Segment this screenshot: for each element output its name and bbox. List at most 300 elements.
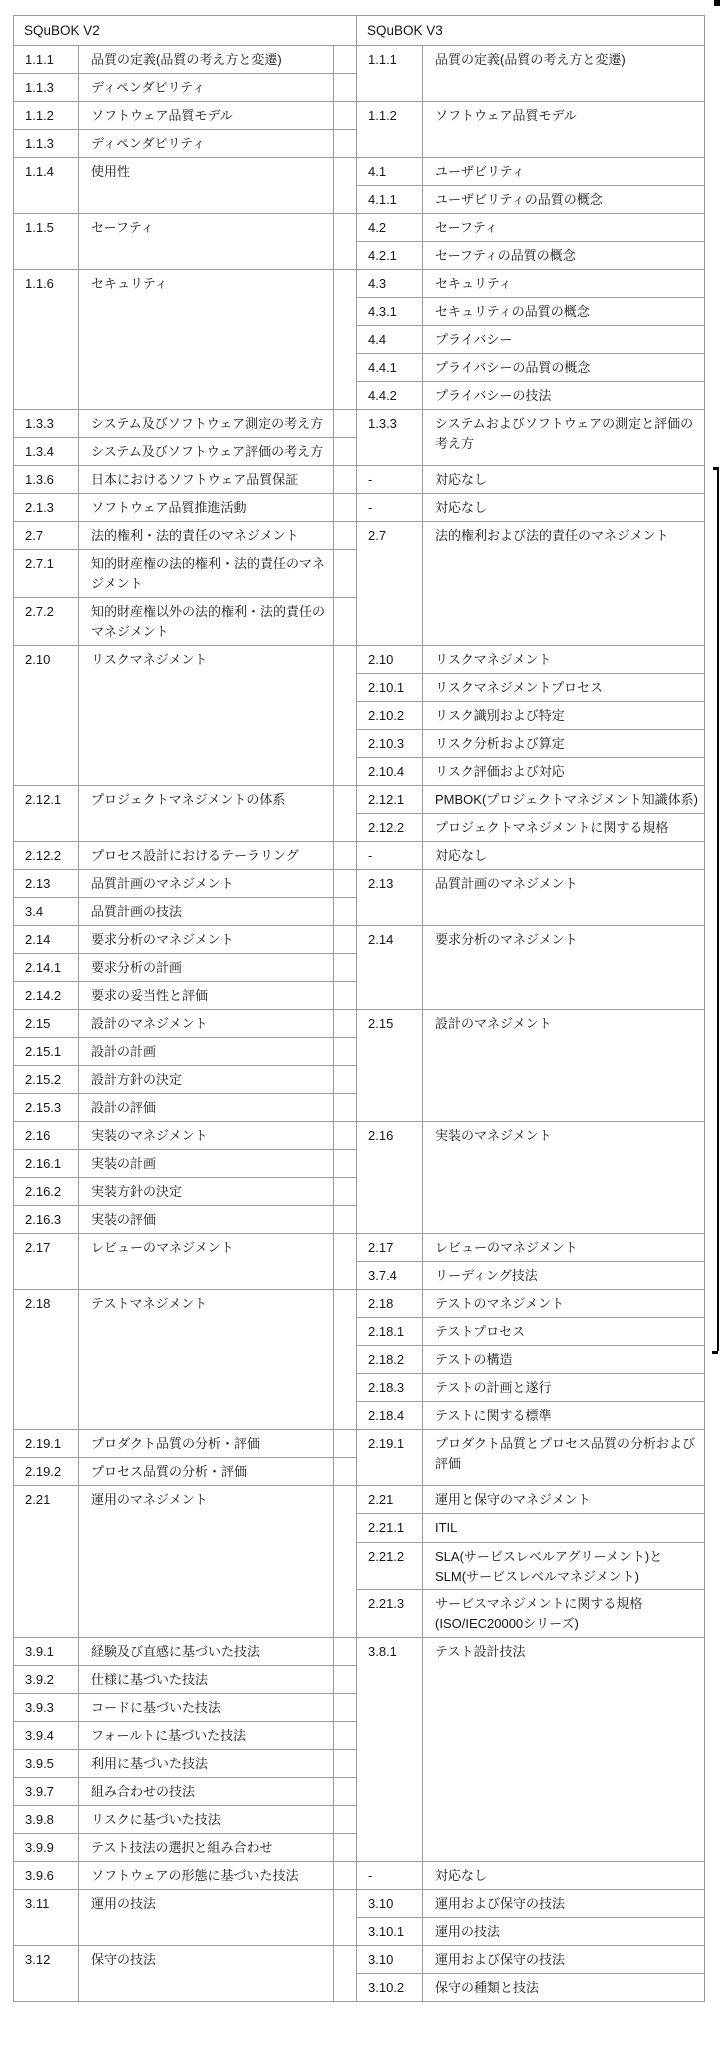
spacer-cell xyxy=(333,954,356,981)
v2-half xyxy=(14,646,357,785)
row-number-cell: 2.15 xyxy=(357,1010,423,1121)
row-number-cell: 3.9.5 xyxy=(14,1750,79,1777)
spacer-cell xyxy=(333,410,356,437)
table-row xyxy=(14,1862,356,1889)
mapping-block xyxy=(14,1009,704,1121)
table-row xyxy=(14,842,356,869)
row-number-cell: 2.15.2 xyxy=(14,1066,79,1093)
spacer-cell xyxy=(333,270,356,409)
row-number-cell: 2.12.2 xyxy=(14,842,79,869)
row-label-cell: 実装のマネジメント xyxy=(435,1128,552,1143)
v3-half xyxy=(357,1638,704,1861)
table-row xyxy=(357,158,704,185)
row-label-cell: プライバシーの品質の概念 xyxy=(435,360,591,375)
row-label-cell: セキュリティ xyxy=(91,276,168,291)
row-label-cell: 設計のマネジメント xyxy=(435,1016,552,1031)
spacer-cell xyxy=(333,1122,356,1149)
row-number-cell: 2.21.1 xyxy=(357,1514,423,1541)
row-number-cell: 2.17 xyxy=(14,1234,79,1289)
row-label-cell: 要求分析の計画 xyxy=(91,960,183,975)
row-label-cell: プロセス品質の分析・評価 xyxy=(91,1464,248,1479)
spacer-cell xyxy=(333,646,356,785)
row-label-cell: リスクマネジメント xyxy=(91,652,208,667)
v2-half xyxy=(14,1486,357,1637)
row-number-cell: 1.1.2 xyxy=(357,102,423,157)
table-row xyxy=(357,1345,704,1373)
table-row xyxy=(357,1973,704,2001)
table-row xyxy=(357,673,704,701)
row-label-cell: テスト設計技法 xyxy=(435,1644,526,1659)
table-row xyxy=(14,158,356,213)
v2-half xyxy=(14,102,357,157)
v2-half xyxy=(14,46,357,101)
spacer-cell xyxy=(333,1430,356,1457)
header-squbok-v3: SQuBOK V3 xyxy=(367,23,443,38)
table-row xyxy=(14,437,356,465)
mapping-block xyxy=(14,1429,704,1485)
row-number-cell: 2.7 xyxy=(357,522,423,645)
row-number-cell: 3.9.3 xyxy=(14,1694,79,1721)
v2-half xyxy=(14,842,357,869)
table-row xyxy=(357,46,704,101)
row-label-cell: フォールトに基づいた技法 xyxy=(91,1728,247,1743)
mapping-block xyxy=(14,45,704,101)
row-label-cell: サービスマネジメントに関する規格(ISO/IEC20000シリーズ) xyxy=(435,1596,643,1632)
row-label-cell: 運用と保守のマネジメント xyxy=(435,1492,591,1507)
spacer-cell xyxy=(333,842,356,869)
row-label-cell: 運用の技法 xyxy=(91,1896,157,1911)
table-row xyxy=(14,1149,356,1177)
row-number-cell: 1.1.6 xyxy=(14,270,79,409)
row-label-cell: SLA(サービスレベルアグリーメント)とSLM(サービスレベルマネジメント) xyxy=(435,1548,663,1584)
table-row xyxy=(14,1946,356,2001)
row-number-cell: 3.9.4 xyxy=(14,1722,79,1749)
mapping-block xyxy=(14,465,704,493)
row-number-cell: 2.18.2 xyxy=(357,1346,423,1373)
table-row xyxy=(14,46,356,73)
v2-half xyxy=(14,1122,357,1233)
table-row xyxy=(357,1234,704,1261)
row-label-cell: 実装のマネジメント xyxy=(91,1128,208,1143)
row-number-cell: 2.14 xyxy=(14,926,79,953)
spacer-cell xyxy=(333,522,356,549)
row-number-cell: 2.18.1 xyxy=(357,1318,423,1345)
spacer-cell xyxy=(333,438,356,465)
table-row xyxy=(14,953,356,981)
row-label-cell: テストの構造 xyxy=(435,1352,513,1367)
row-number-cell: 2.16 xyxy=(357,1122,423,1233)
spacer-cell xyxy=(333,1778,356,1805)
row-number-cell: 3.4 xyxy=(14,898,79,925)
spacer-cell xyxy=(333,898,356,925)
spacer-cell xyxy=(333,1458,356,1485)
row-number-cell: 2.21.3 xyxy=(357,1590,423,1637)
row-number-cell: 1.1.3 xyxy=(14,74,79,101)
mapping-block xyxy=(14,1945,704,2001)
row-number-cell: 2.10.3 xyxy=(357,730,423,757)
row-label-cell: 要求の妥当性と評価 xyxy=(91,988,209,1003)
table-row xyxy=(14,1486,356,1637)
spacer-cell xyxy=(333,1234,356,1289)
row-label-cell: ソフトウェアの形態に基づいた技法 xyxy=(91,1868,299,1883)
v3-half xyxy=(357,102,704,157)
row-label-cell: コードに基づいた技法 xyxy=(91,1700,222,1715)
spacer-cell xyxy=(333,46,356,73)
table-row xyxy=(14,1205,356,1233)
spacer-cell xyxy=(333,1038,356,1065)
table-row xyxy=(357,1917,704,1945)
row-label-cell: ユーザビリティ xyxy=(435,164,525,179)
row-label-cell: ITIL xyxy=(435,1520,458,1536)
v2-half xyxy=(14,926,357,1009)
row-label-cell: プライバシー xyxy=(435,332,513,347)
mapping-block xyxy=(14,1485,704,1637)
row-number-cell: 2.1.3 xyxy=(14,494,79,521)
spacer-cell xyxy=(333,494,356,521)
spacer-cell xyxy=(333,1206,356,1233)
table-row xyxy=(357,494,704,521)
row-label-cell: 知的財産権以外の法的権利・法的責任のマネジメント xyxy=(91,604,326,640)
v2-half xyxy=(14,1638,357,1861)
table-row xyxy=(14,102,356,129)
spacer-cell xyxy=(333,1722,356,1749)
v2-half xyxy=(14,270,357,409)
table-row xyxy=(14,1177,356,1205)
row-number-cell: 2.7.2 xyxy=(14,598,79,645)
v2-half xyxy=(14,1946,357,2001)
row-label-cell: リスクマネジメントプロセス xyxy=(435,680,603,695)
row-label-cell: 利用に基づいた技法 xyxy=(91,1756,209,1771)
row-number-cell: 2.21 xyxy=(14,1486,79,1637)
table-row xyxy=(357,786,704,813)
v2-half xyxy=(14,522,357,645)
table-row xyxy=(14,522,356,549)
row-number-cell: 2.10 xyxy=(14,646,79,785)
row-number-cell: 1.1.1 xyxy=(14,46,79,73)
row-label-cell: 設計のマネジメント xyxy=(91,1016,208,1031)
row-number-cell: 4.2 xyxy=(357,214,423,241)
row-label-cell: 対応なし xyxy=(435,500,488,515)
row-number-cell: 2.18.4 xyxy=(357,1402,423,1429)
header-squbok-v2: SQuBOK V2 xyxy=(14,16,357,45)
v2-half xyxy=(14,466,357,493)
row-number-cell: 2.16 xyxy=(14,1122,79,1149)
table-body xyxy=(14,45,704,2001)
v3-half xyxy=(357,270,704,409)
row-number-cell: 2.14.1 xyxy=(14,954,79,981)
row-label-cell: リスクマネジメント xyxy=(435,652,552,667)
v3-half xyxy=(357,1890,704,1945)
row-number-cell: 2.18 xyxy=(357,1290,423,1317)
row-number-cell: 1.1.5 xyxy=(14,214,79,269)
row-number-cell: 3.9.6 xyxy=(14,1862,79,1889)
table-row xyxy=(357,926,704,1009)
table-row xyxy=(14,270,356,409)
spacer-cell xyxy=(333,1946,356,2001)
row-number-cell: 3.9.8 xyxy=(14,1806,79,1833)
row-number-cell: 1.1.4 xyxy=(14,158,79,213)
row-label-cell: 品質の定義(品質の考え方と変遷) xyxy=(91,52,282,67)
v2-half xyxy=(14,1430,357,1485)
spacer-cell xyxy=(333,1150,356,1177)
v3-half xyxy=(357,214,704,269)
table-row xyxy=(14,73,356,101)
row-label-cell: 使用性 xyxy=(91,164,131,179)
row-label-cell: リーディング技法 xyxy=(435,1268,538,1283)
mapping-block xyxy=(14,157,704,213)
table-row xyxy=(357,1862,704,1889)
mapping-block xyxy=(14,1289,704,1429)
table-row xyxy=(357,270,704,297)
row-number-cell: 1.1.1 xyxy=(357,46,423,101)
row-label-cell: 要求分析のマネジメント xyxy=(435,932,578,947)
row-label-cell: リスク識別および特定 xyxy=(435,708,565,723)
row-label-cell: 設計方針の決定 xyxy=(91,1072,183,1087)
spacer-cell xyxy=(333,786,356,841)
row-number-cell: 2.7.1 xyxy=(14,550,79,597)
mapping-block xyxy=(14,493,704,521)
v2-half xyxy=(14,870,357,925)
screen-edge-artifact xyxy=(712,1351,718,1354)
table-row xyxy=(14,870,356,897)
spacer-cell xyxy=(333,102,356,129)
row-number-cell: 3.10 xyxy=(357,1946,423,1973)
row-label-cell: システムおよびソフトウェアの測定と評価の考え方 xyxy=(435,416,694,451)
v3-half xyxy=(357,646,704,785)
row-label-cell: テストプロセス xyxy=(435,1324,526,1339)
row-number-cell: 2.16.3 xyxy=(14,1206,79,1233)
row-label-cell: 法的権利・法的責任のマネジメント xyxy=(91,528,299,543)
table-row xyxy=(357,1946,704,1973)
row-number-cell: 3.9.2 xyxy=(14,1666,79,1693)
row-label-cell: セーフティの品質の概念 xyxy=(435,248,576,263)
table-row xyxy=(14,1457,356,1485)
v3-half xyxy=(357,1122,704,1233)
row-label-cell: レビューのマネジメント xyxy=(91,1240,234,1255)
mapping-block xyxy=(14,785,704,841)
row-number-cell: 2.7 xyxy=(14,522,79,549)
row-number-cell: 2.10.1 xyxy=(357,674,423,701)
row-number-cell: 3.7.4 xyxy=(357,1262,423,1289)
table-row xyxy=(357,297,704,325)
table-row xyxy=(357,1317,704,1345)
row-label-cell: 実装方針の決定 xyxy=(91,1184,183,1199)
table-row xyxy=(357,185,704,213)
row-number-cell: 3.9.1 xyxy=(14,1638,79,1665)
spacer-cell xyxy=(333,550,356,597)
spacer-cell xyxy=(333,1694,356,1721)
row-number-cell: 2.18 xyxy=(14,1290,79,1429)
row-label-cell: 組み合わせの技法 xyxy=(91,1784,196,1799)
table-row xyxy=(14,926,356,953)
spacer-cell xyxy=(333,1750,356,1777)
v2-half xyxy=(14,494,357,521)
table-row xyxy=(357,842,704,869)
table-row xyxy=(357,701,704,729)
spacer-cell xyxy=(333,1094,356,1121)
mapping-block xyxy=(14,521,704,645)
row-label-cell: 品質計画のマネジメント xyxy=(91,876,234,891)
table-row xyxy=(357,813,704,841)
row-label-cell: 保守の技法 xyxy=(91,1952,157,1967)
v3-half xyxy=(357,158,704,213)
spacer-cell xyxy=(333,1834,356,1861)
row-number-cell: 2.10 xyxy=(357,646,423,673)
row-label-cell: 対応なし xyxy=(435,472,488,487)
table-row xyxy=(14,897,356,925)
row-label-cell: プロダクト品質の分析・評価 xyxy=(91,1436,261,1451)
row-number-cell: 3.10.2 xyxy=(357,1974,423,2001)
v2-half xyxy=(14,1234,357,1289)
v3-half xyxy=(357,494,704,521)
v2-half xyxy=(14,786,357,841)
row-number-cell: 2.12.2 xyxy=(357,814,423,841)
table-row xyxy=(14,1122,356,1149)
table-row xyxy=(14,129,356,157)
row-label-cell: 日本におけるソフトウェア品質保証 xyxy=(91,472,299,487)
row-number-cell: 2.10.2 xyxy=(357,702,423,729)
row-label-cell: 法的権利および法的責任のマネジメント xyxy=(435,528,669,543)
table-row xyxy=(357,1010,704,1121)
row-label-cell: リスク分析および算定 xyxy=(435,736,565,751)
table-row xyxy=(357,241,704,269)
table-row xyxy=(357,1401,704,1429)
row-label-cell: 設計の計画 xyxy=(91,1044,157,1059)
row-label-cell: テストの計画と遂行 xyxy=(435,1380,552,1395)
v2-half xyxy=(14,1010,357,1121)
row-number-cell: 4.1.1 xyxy=(357,186,423,213)
row-number-cell: 2.16.1 xyxy=(14,1150,79,1177)
mapping-block xyxy=(14,409,704,465)
v3-half xyxy=(357,522,704,645)
row-number-cell: 3.12 xyxy=(14,1946,79,2001)
row-number-cell: 3.10 xyxy=(357,1890,423,1917)
spacer-cell xyxy=(333,1862,356,1889)
v3-half xyxy=(357,410,704,465)
row-label-cell: 運用のマネジメント xyxy=(91,1492,208,1507)
table-row xyxy=(357,870,704,925)
mapping-block xyxy=(14,925,704,1009)
v3-half xyxy=(357,1486,704,1637)
table-row xyxy=(14,1290,356,1429)
row-label-cell: 実装の計画 xyxy=(91,1156,157,1171)
v3-half xyxy=(357,1862,704,1889)
row-number-cell: 2.12.1 xyxy=(357,786,423,813)
row-label-cell: 運用および保守の技法 xyxy=(435,1896,566,1911)
row-label-cell: 品質計画のマネジメント xyxy=(435,876,578,891)
v3-half xyxy=(357,842,704,869)
row-number-cell: 3.9.7 xyxy=(14,1778,79,1805)
mapping-block xyxy=(14,1861,704,1889)
row-number-cell: 4.3 xyxy=(357,270,423,297)
table-row xyxy=(357,1542,704,1590)
row-label-cell: 実装の評価 xyxy=(91,1212,157,1227)
mapping-block xyxy=(14,269,704,409)
table-row xyxy=(357,466,704,493)
row-label-cell: 仕様に基づいた技法 xyxy=(91,1672,209,1687)
spacer-cell xyxy=(333,1806,356,1833)
row-label-cell: セーフティ xyxy=(91,220,154,235)
row-number-cell: 2.15.3 xyxy=(14,1094,79,1121)
table-row xyxy=(14,214,356,269)
row-number-cell: 4.3.1 xyxy=(357,298,423,325)
row-label-cell: 対応なし xyxy=(435,1868,488,1883)
spacer-cell xyxy=(333,158,356,213)
table-row xyxy=(357,1486,704,1513)
table-row xyxy=(14,1093,356,1121)
row-label-cell: プロジェクトマネジメントに関する規格 xyxy=(435,820,669,835)
table-row xyxy=(14,549,356,597)
spacer-cell xyxy=(333,1290,356,1429)
table-row xyxy=(14,410,356,437)
spacer-cell xyxy=(333,1890,356,1945)
row-label-cell: セキュリティ xyxy=(435,276,512,291)
spacer-cell xyxy=(333,982,356,1009)
row-number-cell: 2.17 xyxy=(357,1234,423,1261)
row-number-cell: 2.15 xyxy=(14,1010,79,1037)
row-number-cell: 2.12.1 xyxy=(14,786,79,841)
table-row xyxy=(14,466,356,493)
row-label-cell: 品質計画の技法 xyxy=(91,904,183,919)
row-number-cell: 2.14.2 xyxy=(14,982,79,1009)
table-row xyxy=(14,1805,356,1833)
table-row xyxy=(14,1010,356,1037)
row-number-cell: - xyxy=(357,466,423,493)
table-row xyxy=(14,1749,356,1777)
row-number-cell: 1.3.3 xyxy=(14,410,79,437)
row-label-cell: 品質の定義(品質の考え方と変遷) xyxy=(435,52,626,67)
table-row xyxy=(357,1430,704,1485)
table-row xyxy=(14,1777,356,1805)
table-row xyxy=(357,410,704,465)
table-row xyxy=(14,646,356,785)
row-label-cell: テスト技法の選択と組み合わせ xyxy=(91,1840,273,1855)
v3-half xyxy=(357,786,704,841)
table-row xyxy=(357,1890,704,1917)
table-row xyxy=(357,757,704,785)
row-label-cell: システム及びソフトウェア測定の考え方 xyxy=(91,416,324,431)
table-row xyxy=(357,102,704,157)
spacer-cell xyxy=(333,74,356,101)
row-label-cell: リスクに基づいた技法 xyxy=(91,1812,221,1827)
row-label-cell: ソフトウェア品質モデル xyxy=(91,108,233,123)
table-row xyxy=(14,1890,356,1945)
v2-half xyxy=(14,1890,357,1945)
row-number-cell: 4.4.1 xyxy=(357,354,423,381)
table-row xyxy=(357,1373,704,1401)
row-label-cell: ユーザビリティの品質の概念 xyxy=(435,192,603,207)
row-number-cell: 1.1.2 xyxy=(14,102,79,129)
table-row xyxy=(14,981,356,1009)
row-label-cell: ソフトウェア品質推進活動 xyxy=(91,500,247,515)
row-label-cell: セキュリティの品質の概念 xyxy=(435,304,590,319)
mapping-block xyxy=(14,1637,704,1861)
table-row xyxy=(357,214,704,241)
spacer-cell xyxy=(333,1666,356,1693)
row-label-cell: 運用の技法 xyxy=(435,1924,501,1939)
table-row xyxy=(357,353,704,381)
mapping-block xyxy=(14,841,704,869)
row-label-cell: プロジェクトマネジメントの体系 xyxy=(91,792,286,807)
row-number-cell: 4.4.2 xyxy=(357,382,423,409)
row-number-cell: 4.4 xyxy=(357,326,423,353)
row-number-cell: - xyxy=(357,1862,423,1889)
spacer-cell xyxy=(333,1010,356,1037)
row-number-cell: 1.3.6 xyxy=(14,466,79,493)
row-label-cell: テストマネジメント xyxy=(91,1296,208,1311)
mapping-block xyxy=(14,213,704,269)
row-number-cell: 3.10.1 xyxy=(357,1918,423,1945)
